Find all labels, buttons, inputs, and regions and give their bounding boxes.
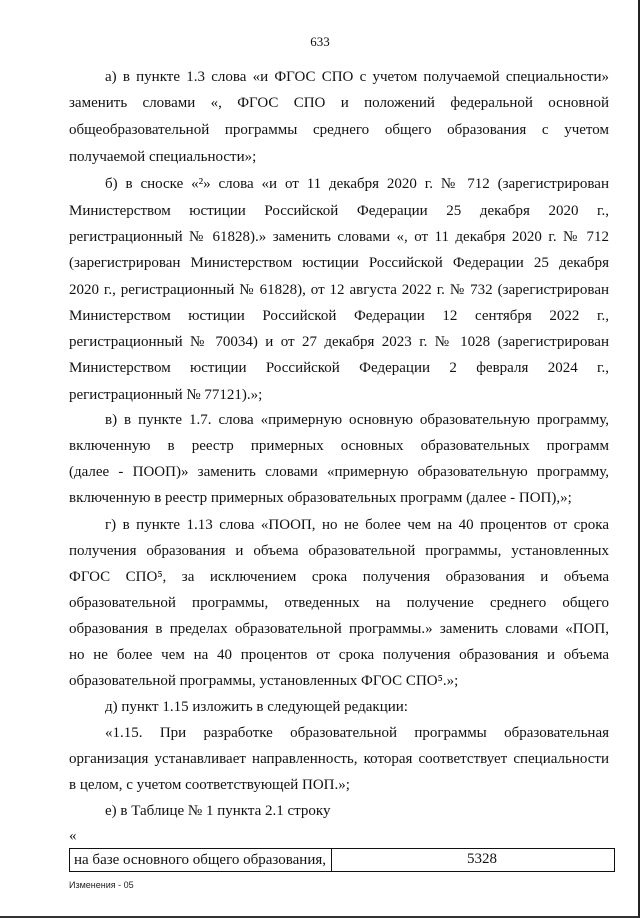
text-line: б) в сноске «²» слова «и от 11 декабря 2020 г. № 712 (зарегистрирован <box>105 176 609 192</box>
text-line: получения образования и объема образовательной программы, установленных <box>69 543 609 559</box>
text-line: общеобразовательной программы среднего общего образования с учетом <box>69 122 609 138</box>
text-line: г) в пункте 1.13 слова «ПООП, но не более чем на 40 процентов от срока <box>105 517 609 533</box>
table-cell-hours: 5328 <box>467 851 497 867</box>
opening-quote: « <box>69 828 77 844</box>
table-row <box>69 848 615 872</box>
text-line: но не более чем на 40 процентов от срока получения образования и объема <box>69 647 609 663</box>
text-line: образовательной программы, отведенных на получение среднего общего <box>69 595 609 611</box>
text-line: «1.15. При разработке образовательной программы образовательная <box>105 725 609 741</box>
text-line: включенную в реестр примерных основных образовательных программ <box>69 438 609 454</box>
page-number: 633 <box>310 34 330 49</box>
text-line: регистрационный № 61828).» заменить словами «, от 11 декабря 2020 г. № 712 <box>69 229 609 245</box>
text-line: регистрационный № 70034) и от 27 декабря 2023 г. № 1028 (зарегистрирован <box>69 334 609 350</box>
text-line: включенную в реестр примерных образовательных программ (далее - ПОП),»; <box>69 490 572 506</box>
text-line: образования в пределах образовательной программы.» заменить словами «ПОП, <box>69 621 609 637</box>
footer-revision: Изменения - 05 <box>69 880 134 890</box>
text-line: получаемой специальности»; <box>69 149 257 165</box>
text-line: 2020 г., регистрационный № 61828), от 12 августа 2022 г. № 732 (зарегистрирован <box>69 282 609 298</box>
text-line: а) в пункте 1.3 слова «и ФГОС СПО с учетом получаемой специальности» <box>105 69 609 85</box>
text-line: ФГОС СПО⁵, за исключением срока получения образования и объема <box>69 569 609 585</box>
text-line: организация устанавливает направленность, которая соответствует специальности <box>69 751 609 767</box>
table-cell-education-basis: на базе основного общего образования, <box>70 849 332 871</box>
text-line: д) пункт 1.15 изложить в следующей редакции: <box>105 699 408 715</box>
text-line: (зарегистрирован Министерством юстиции Российской Федерации 25 декабря <box>69 255 609 271</box>
text-line: (далее - ПООП)» заменить словами «примерную образовательную программу, <box>69 464 609 480</box>
text-line: регистрационный № 77121).»; <box>69 387 263 403</box>
text-line: в целом, с учетом соответствующей ПОП.»; <box>69 777 350 793</box>
text-line: заменить словами «, ФГОС СПО и положений федеральной основной <box>69 95 609 111</box>
text-line: в) в пункте 1.7. слова «примерную основную образовательную программу, <box>105 412 609 428</box>
text-line: образовательной программы, установленных ФГОС СПО⁵.»; <box>69 673 459 689</box>
text-line: Министерством юстиции Российской Федерации 2 февраля 2024 г., <box>69 360 609 376</box>
text-line: Министерством юстиции Российской Федерации 12 сентября 2022 г., <box>69 308 609 324</box>
text-line: Министерством юстиции Российской Федерации 25 декабря 2020 г., <box>69 203 609 219</box>
text-line: е) в Таблице № 1 пункта 2.1 строку <box>105 803 331 819</box>
